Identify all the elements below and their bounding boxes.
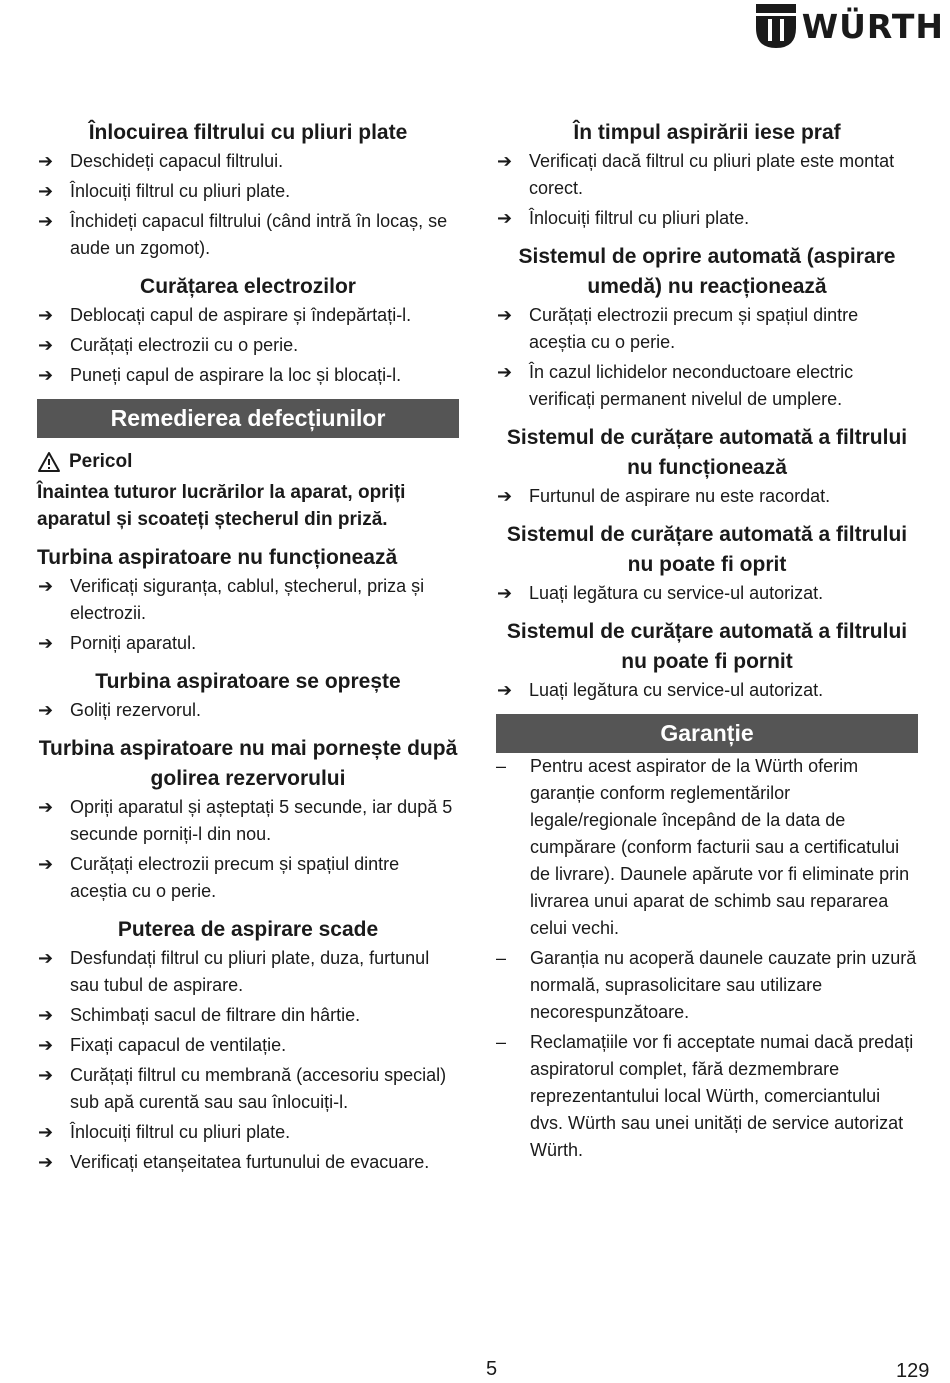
list-item: ➔ Furtunul de aspirare nu este racordat. bbox=[496, 483, 918, 510]
wurth-logo-icon bbox=[756, 4, 796, 48]
arrow-right-icon: ➔ bbox=[497, 486, 513, 506]
list-item: ➔ Înlocuiți filtrul cu pliuri plate. bbox=[37, 178, 459, 205]
warning-triangle-icon bbox=[37, 451, 61, 473]
list-item: ➔ Deschideți capacul filtrului. bbox=[37, 148, 459, 175]
instruction-list bbox=[496, 580, 918, 607]
section-title: Curățarea electrozilor bbox=[140, 275, 356, 298]
list-item: ➔ Verificați etanșeitatea furtunului de evacuare. bbox=[37, 1149, 459, 1176]
list-item: ➔ Goliți rezervorul. bbox=[37, 697, 459, 724]
arrow-right-icon: ➔ bbox=[497, 680, 513, 700]
arrow-right-icon: ➔ bbox=[497, 362, 513, 382]
arrow-right-icon: ➔ bbox=[497, 208, 513, 228]
list-item: ➔ Opriți aparatul și așteptați 5 secunde, iar după 5 secunde porniți-l din nou. bbox=[37, 794, 459, 848]
arrow-right-icon: ➔ bbox=[38, 948, 54, 968]
section-title: Turbina aspiratoare se oprește bbox=[95, 670, 401, 693]
arrow-right-icon: ➔ bbox=[38, 1035, 54, 1055]
section-title: Puterea de aspirare scade bbox=[117, 918, 379, 941]
section-banner: Remedierea defecțiunilor bbox=[37, 399, 459, 438]
instruction-list bbox=[37, 945, 459, 1176]
instruction-list bbox=[37, 302, 459, 389]
list-item: ➔ Înlocuiți filtrul cu pliuri plate. bbox=[496, 205, 918, 232]
section-title: Sistemul de curățare automată a filtrului nu poate fi pornit bbox=[506, 620, 908, 673]
arrow-right-icon: ➔ bbox=[38, 335, 54, 355]
arrow-right-icon: ➔ bbox=[38, 633, 54, 653]
arrow-right-icon: ➔ bbox=[38, 576, 54, 596]
section-title: Sistemul de oprire automată (aspirare umedă) nu reacționează bbox=[518, 245, 896, 298]
instruction-list bbox=[37, 573, 459, 657]
list-item: ➔ Verificați dacă filtrul cu pliuri plate este montat corect. bbox=[496, 148, 918, 202]
list-item: ➔ Înlocuiți filtrul cu pliuri plate. bbox=[37, 1119, 459, 1146]
list-item: ➔ Porniți aparatul. bbox=[37, 630, 459, 657]
list-item: ➔ Fixați capacul de ventilație. bbox=[37, 1032, 459, 1059]
warranty-list bbox=[496, 753, 918, 1164]
arrow-right-icon: ➔ bbox=[38, 305, 54, 325]
arrow-right-icon: ➔ bbox=[38, 854, 54, 874]
arrow-right-icon: ➔ bbox=[38, 1005, 54, 1025]
danger-label: Pericol bbox=[69, 451, 133, 472]
section-title: Sistemul de curățare automată a filtrului nu funcționează bbox=[506, 426, 908, 479]
section-banner: Garanție bbox=[496, 714, 918, 753]
list-item: ➔ Închideți capacul filtrului (când intră în locaș, se aude un zgomot). bbox=[37, 208, 459, 262]
instruction-list bbox=[496, 302, 918, 413]
right-column bbox=[496, 118, 918, 1167]
list-item: ➔ Curățați electrozii cu o perie. bbox=[37, 332, 459, 359]
arrow-right-icon: ➔ bbox=[38, 211, 54, 231]
section-title: Înlocuirea filtrului cu pliuri plate bbox=[88, 121, 408, 144]
list-item: ➔ Curățați electrozii precum și spațiul dintre aceștia cu o perie. bbox=[496, 302, 918, 356]
brand-logo bbox=[756, 4, 944, 48]
arrow-right-icon: ➔ bbox=[38, 181, 54, 201]
danger-heading bbox=[37, 451, 459, 473]
list-item: ➔ Curățați filtrul cu membrană (accesoriu special) sub apă curentă sau sau înlocuiți-l. bbox=[37, 1062, 459, 1116]
arrow-right-icon: ➔ bbox=[38, 1065, 54, 1085]
arrow-right-icon: ➔ bbox=[38, 1122, 54, 1142]
list-item: – Reclamațiile vor fi acceptate numai dacă predați aspiratorul complet, fără dezmembrare reprezentantului local Würth, comerciantului dvs. Würth sau unei unități de service autorizat Würth. bbox=[496, 1032, 914, 1160]
page-number-center: 5 bbox=[486, 1358, 498, 1380]
list-item: ➔ Verificați siguranța, cablul, ștecherul, priza și electrozii. bbox=[37, 573, 459, 627]
arrow-right-icon: ➔ bbox=[38, 1152, 54, 1172]
list-item: – Pentru acest aspirator de la Würth oferim garanție conform reglementărilor legale/regionale începând de la data de cumpărare (conform facturii sau a certificatului de livrare). Daunele apărute vor fi eliminate prin livrarea unui aparat de schimb sau repararea celui vechi. bbox=[496, 756, 910, 938]
section-title: Turbina aspiratoare nu funcționează bbox=[37, 546, 398, 569]
list-item: ➔ Puneți capul de aspirare la loc și blocați-l. bbox=[37, 362, 459, 389]
section-title: În timpul aspirării iese praf bbox=[573, 121, 841, 144]
section-title: Turbina aspiratoare nu mai pornește după golirea rezervorului bbox=[38, 737, 458, 790]
list-item: ➔ Desfundați filtrul cu pliuri plate, duza, furtunul sau tubul de aspirare. bbox=[37, 945, 459, 999]
arrow-right-icon: ➔ bbox=[38, 797, 54, 817]
arrow-right-icon: ➔ bbox=[497, 583, 513, 603]
arrow-right-icon: ➔ bbox=[38, 151, 54, 171]
arrow-right-icon: ➔ bbox=[38, 700, 54, 720]
instruction-list bbox=[496, 148, 918, 232]
arrow-right-icon: ➔ bbox=[38, 365, 54, 385]
list-item: ➔ În cazul lichidelor neconductoare electric verificați permanent nivelul de umplere. bbox=[496, 359, 918, 413]
section-title: Sistemul de curățare automată a filtrului nu poate fi oprit bbox=[506, 523, 908, 576]
instruction-list bbox=[496, 483, 918, 510]
list-item: – Garanția nu acoperă daunele cauzate prin uzură normală, suprasolicitare sau utilizare necorespunzătoare. bbox=[496, 948, 917, 1022]
brand-name: WÜRTH bbox=[801, 6, 944, 46]
instruction-list bbox=[496, 677, 918, 704]
list-item: ➔ Luați legătura cu service-ul autorizat. bbox=[496, 580, 918, 607]
arrow-right-icon: ➔ bbox=[497, 305, 513, 325]
list-item: ➔ Deblocați capul de aspirare și îndepărtați-l. bbox=[37, 302, 459, 329]
instruction-list bbox=[37, 148, 459, 262]
left-column bbox=[37, 118, 459, 1176]
danger-text: Înaintea tuturor lucrărilor la aparat, opriți aparatul și scoateți ștecherul din priză. bbox=[37, 482, 406, 530]
arrow-right-icon: ➔ bbox=[497, 151, 513, 171]
instruction-list bbox=[37, 794, 459, 905]
list-item: ➔ Schimbați sacul de filtrare din hârtie. bbox=[37, 1002, 459, 1029]
page-number-right: 129 bbox=[896, 1360, 930, 1382]
list-item: ➔ Luați legătura cu service-ul autorizat. bbox=[496, 677, 918, 704]
instruction-list bbox=[37, 697, 459, 724]
list-item: ➔ Curățați electrozii precum și spațiul dintre aceștia cu o perie. bbox=[37, 851, 459, 905]
